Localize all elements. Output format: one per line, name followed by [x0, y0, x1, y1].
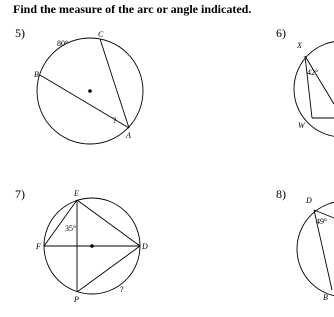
problem-7-point-e: E [74, 189, 79, 198]
problem-7-point-p: P [74, 295, 79, 304]
problem-7-angle-label: 35° [65, 224, 77, 233]
problem-8-point-b: B [323, 293, 328, 302]
instruction-heading: Find the measure of the arc or angle indicated. [13, 2, 252, 16]
problem-6-point-x: X [297, 41, 302, 50]
problem-5-number: 5) [15, 26, 25, 40]
problem-5-arc-label: 80° [57, 39, 69, 48]
problem-8-angle-label: 49° [316, 217, 328, 226]
problem-5-point-a: A [126, 131, 131, 140]
problem-5-unknown: ? [113, 116, 117, 125]
problem-5-point-b: B [34, 70, 39, 79]
problem-7-unknown: ? [120, 285, 124, 294]
problem-7-point-d: D [142, 242, 148, 251]
problem-6-number: 6) [276, 26, 286, 40]
problem-8-number: 8) [276, 187, 286, 201]
problem-6-angle-label: 42° [307, 68, 319, 77]
problem-7-number: 7) [15, 187, 25, 201]
problem-5-point-c: C [98, 30, 104, 39]
problem-7-point-f: F [36, 242, 41, 251]
problem-6-point-w: W [298, 121, 305, 130]
problem-8-point-d: D [306, 196, 312, 205]
